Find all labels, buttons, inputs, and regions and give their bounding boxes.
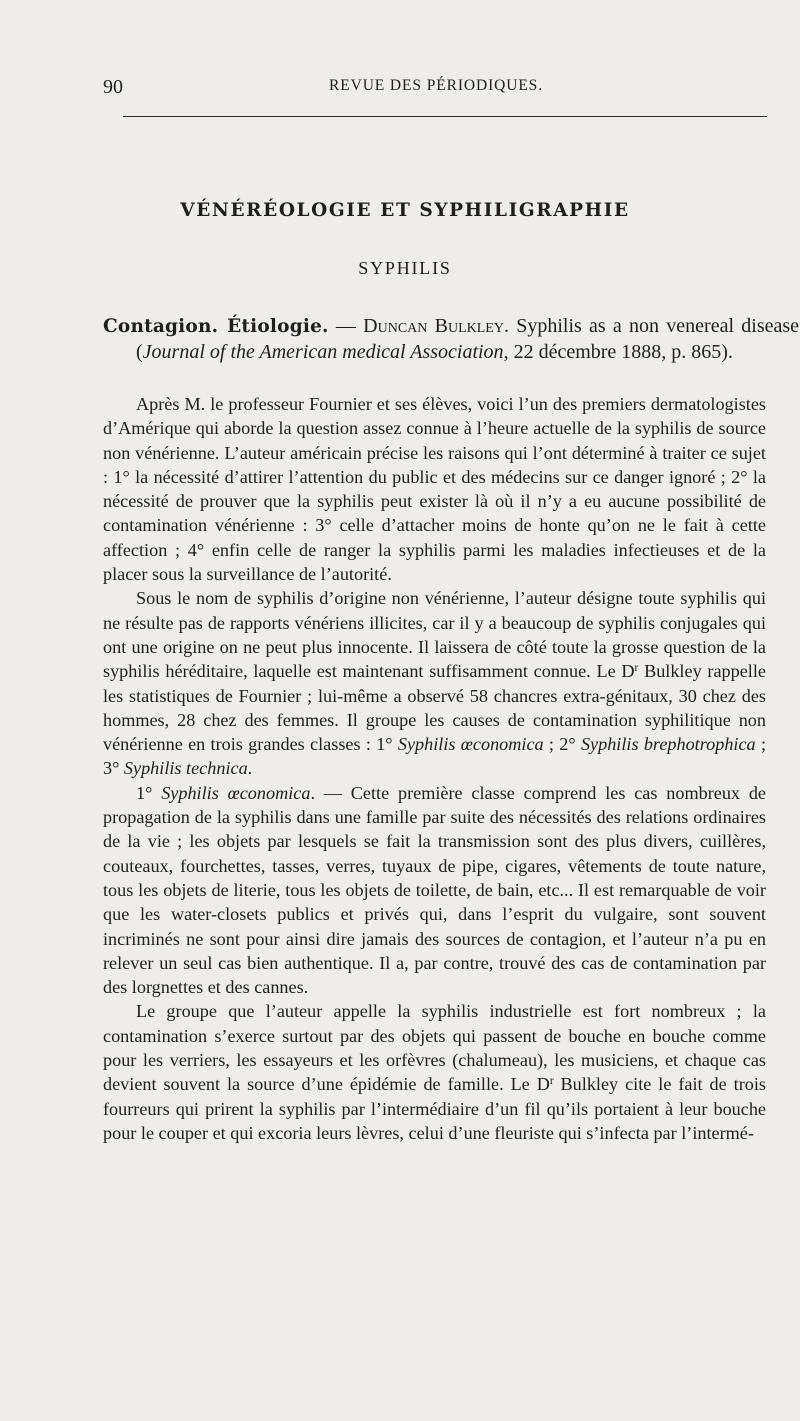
p2-sep-2: ; 3° <box>103 734 766 779</box>
journal-title: REVUE DES PÉRIODIQUES. <box>329 77 543 94</box>
entry-journal: Journal of the American medical Association <box>142 340 504 363</box>
p2-sep-1: ; 2° <box>543 734 581 755</box>
paragraph-2 <box>103 586 766 780</box>
p4-superscript: r <box>549 1075 554 1088</box>
header-rule <box>123 116 767 117</box>
p2-class-3: Syphilis technica <box>123 758 248 779</box>
p3-lead: 1° <box>136 782 162 803</box>
section-title: VÉNÉRÉOLOGIE ET SYPHILIGRAPHIE <box>180 200 630 221</box>
paragraph-4 <box>103 999 766 1145</box>
p2-class-1: Syphilis œconomica <box>397 734 544 755</box>
p2-text-b: Bulkley rappelle les statistiques de Fournier ; lui-même a observé 58 chancres extra-génitaux, 30 chez des hommes, 28 chez des femmes. Il groupe les causes de contamination syphilitique non vénérienne en trois grandes classes : 1° <box>103 661 766 755</box>
paragraph-3 <box>103 781 766 1000</box>
entry-article-title: Syphilis as a non venereal disease ( <box>136 315 800 363</box>
subsection-title: SYPHILIS <box>358 258 452 278</box>
body-text <box>103 392 766 1145</box>
p3-text: . — Cette première classe comprend les cas nombreux de propagation de la syphilis dans une famille par suite des nécessités des relations ordinaires de la vie ; les objets par lesquels se fait la transmission sont des plus divers, cuillères, couteaux, fourchettes, tasses, verres, tuyaux de pipe, cigares, vêtements de toute nature, tous les objets de literie, tous les objets de toilette, de bain, etc... Il est remarquable de voir que les water-closets publics et privés qui, dans l’esprit du vulgaire, sont souvent incriminés ne sont pour ainsi dire jamais des sources de contagion, et l’auteur n’a pu en relever un seul cas bien authentique. Il a, par contre, trouvé des cas de contamination par des lorgnettes et des cannes. <box>103 782 766 998</box>
entry-dash: — <box>328 315 364 337</box>
entry-keywords: Contagion. Étiologie. <box>103 316 329 337</box>
paragraph-1: Après M. le professeur Fournier et ses élèves, voici l’un des premiers dermatologistes d’Amérique qui aborde la question assez connue à l’heure actuelle de la syphilis de source non vénérienne. L’auteur américain précise les raisons qui l’ont déterminé à traiter ce sujet : 1° la nécessité d’attirer l’attention du public et des médecins sur ce danger ignoré ; 2° la nécessité de prouver que la syphilis peut exister là où il n’y a eu aucune possibilité de contamination vénérienne : 3° celle d’attacher moins de honte qu’on ne le fait à cette affection ; 4° enfin celle de ranger la syphilis parmi les maladies infectieuses et de la placer sous la surveillance de l’autorité. <box>103 394 766 585</box>
p2-text-a: Sous le nom de syphilis d’origine non vénérienne, l’auteur désigne toute syphilis qui ne résulte pas de rapports vénériens illicites, car il y a beaucoup de syphilis conjugales qui ont une origine on ne peut plus innocente. Il laissera de côté toute la grosse question de la syphilis héréditaire, laquelle est maintenant suffisamment connue. Le D <box>103 588 766 682</box>
running-head <box>103 76 767 102</box>
entry-period: . <box>503 315 517 337</box>
p4-text-b: Bulkley cite le fait de trois fourreurs qui prirent la syphilis par l’intermédiaire d’un fil qu’ils portaient à leur bouche pour le couper et qui excoria leurs lèvres, celui d’une fleuriste qui s’infecta par l’intermé- <box>103 1074 766 1143</box>
page-number: 90 <box>103 76 123 98</box>
p2-superscript: r <box>634 662 639 675</box>
p3-term: Syphilis œconomica <box>161 782 311 803</box>
p4-text-a: Le groupe que l’auteur appelle la syphilis industrielle est fort nombreux ; la contamination s’exerce surtout par des objets qui passent de bouche en bouche comme pour les verriers, les essayeurs et les orfèvres (chalumeau), les musiciens, et chaque cas devient souvent la source d’une épidémie de famille. Le D <box>103 1001 766 1095</box>
p2-class-2: Syphilis brephotrophica <box>580 734 756 755</box>
entry-author: Duncan Bulkley <box>363 315 504 337</box>
bibliographic-entry <box>103 314 799 365</box>
entry-citation: , 22 décembre 1888, p. 865). <box>503 340 733 363</box>
p2-end: . <box>247 758 253 779</box>
